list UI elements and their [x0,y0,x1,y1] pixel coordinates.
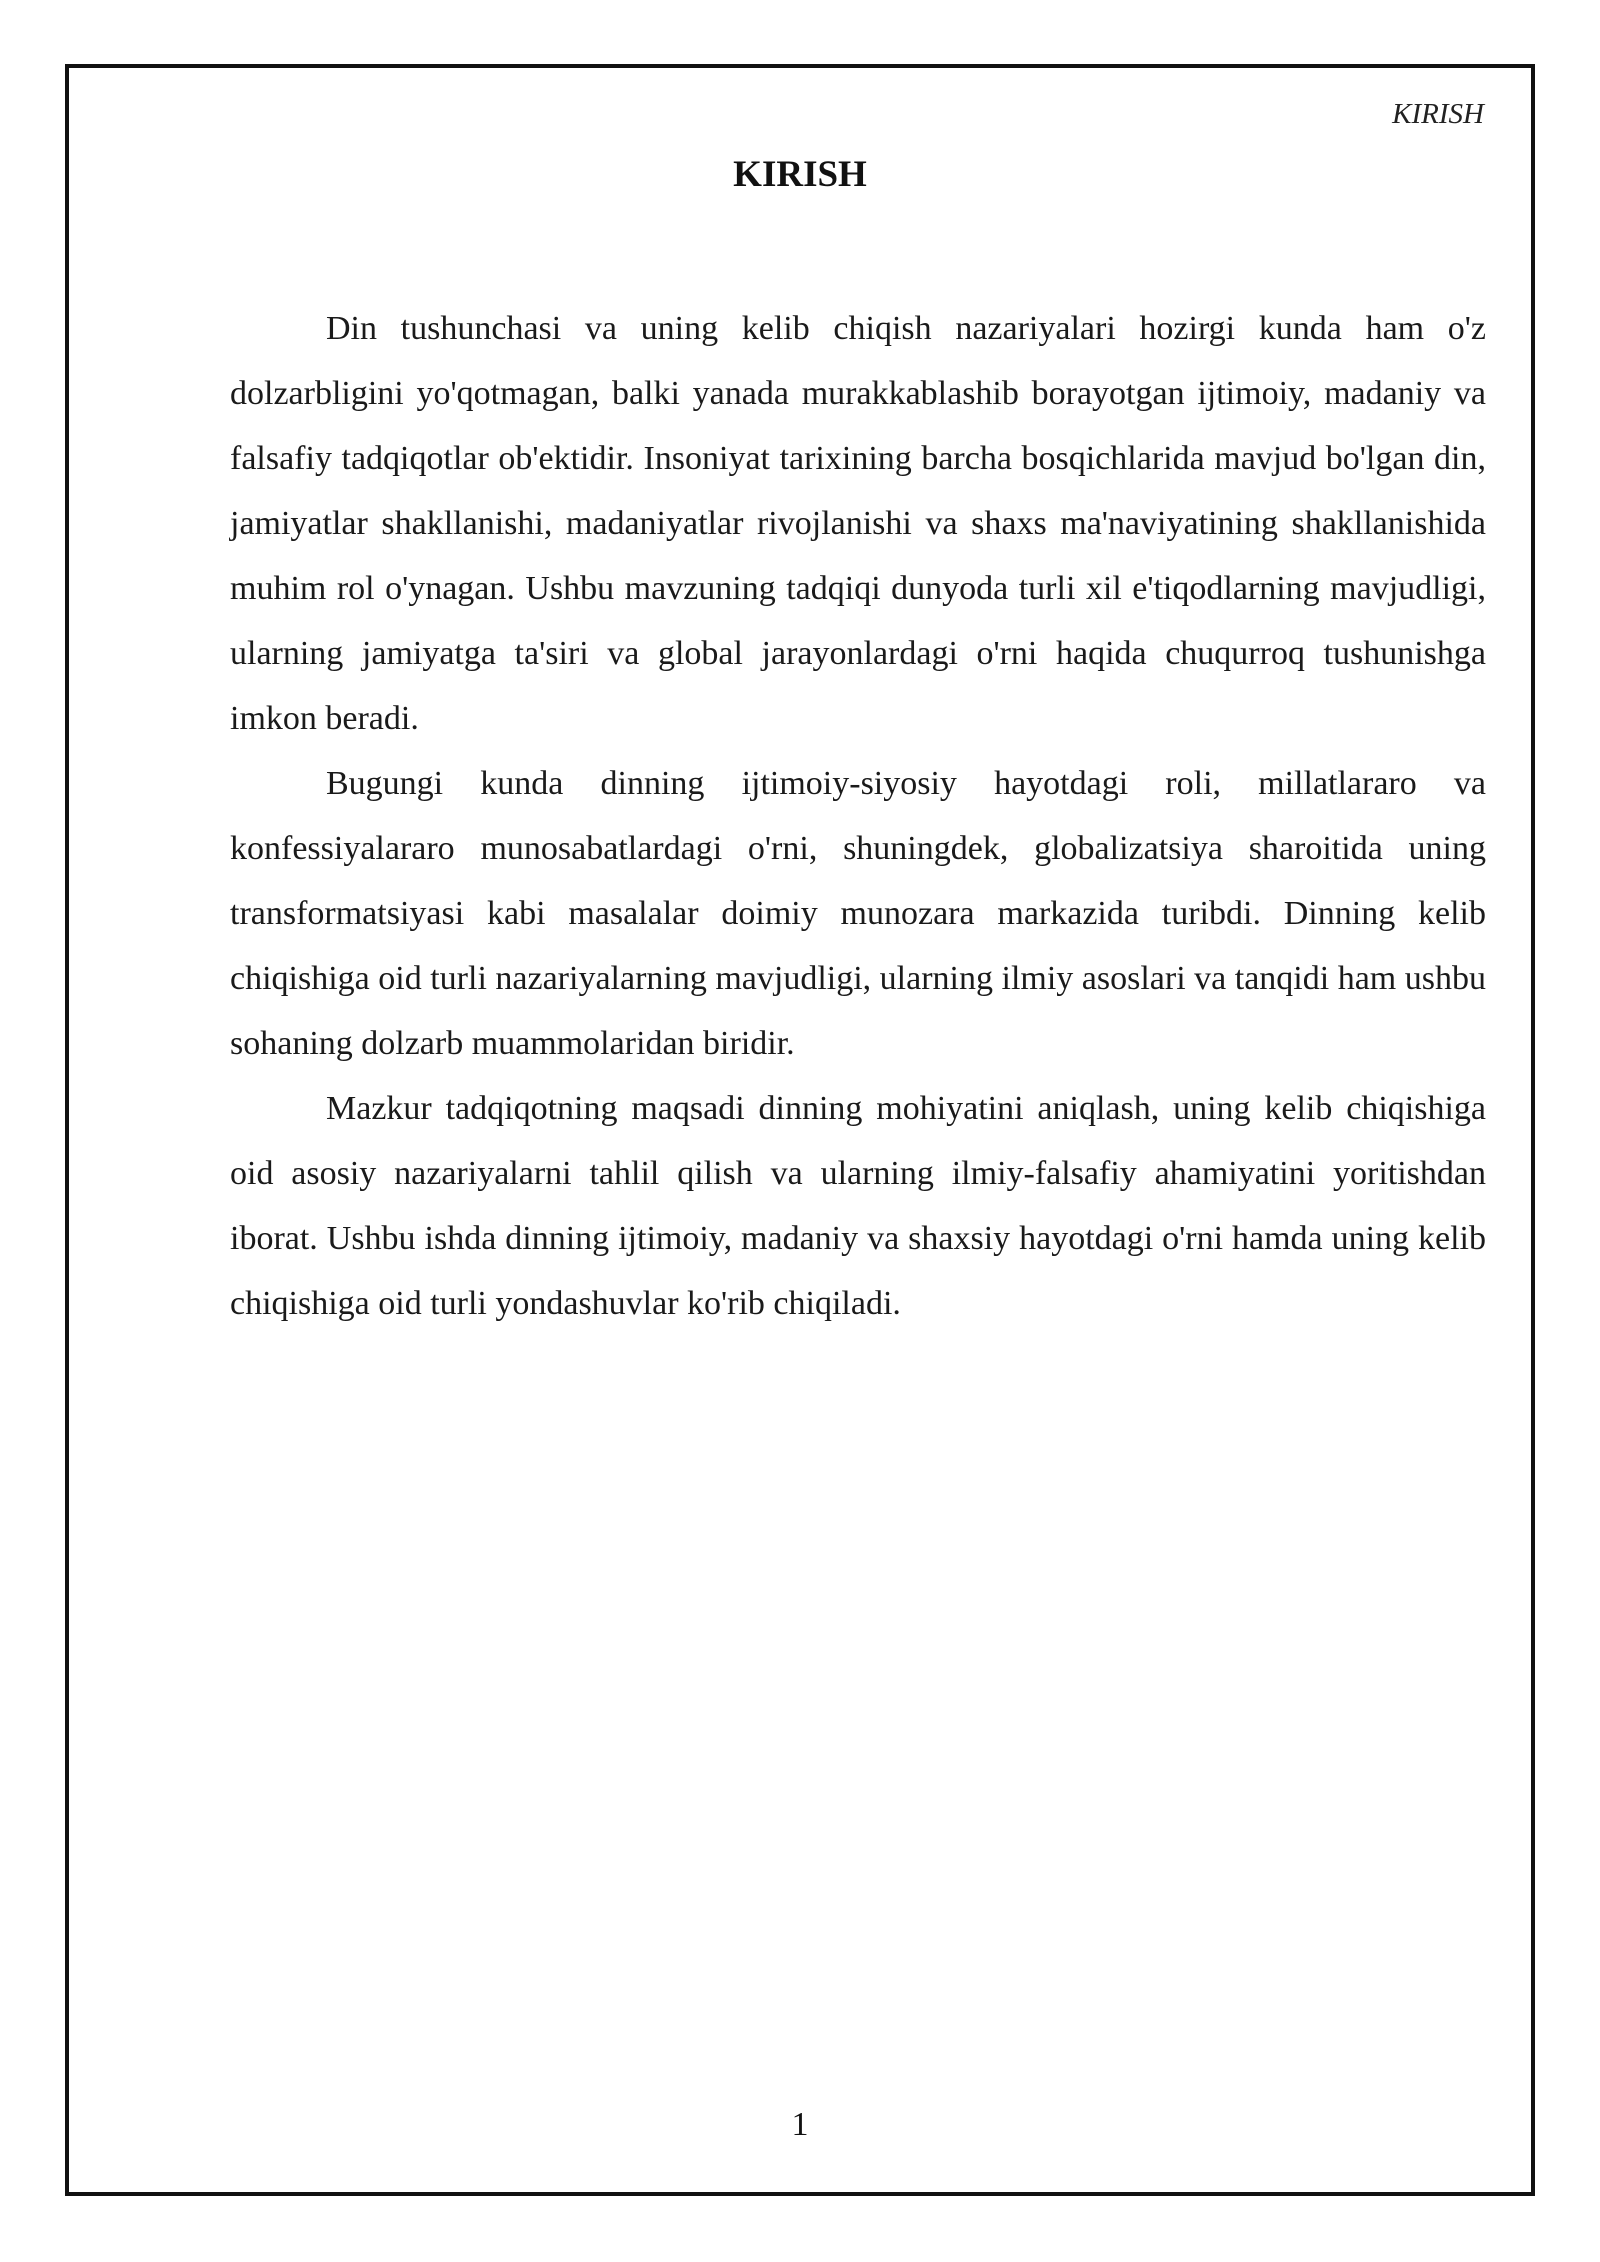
paragraph: Bugungi kunda dinning ijtimoiy-siyosiy hayotdagi roli, millatlararo va konfessiyalararo munosabatlardagi o'rni, shuningdek, globalizatsiya sharoitida uning transformatsiyasi kabi masalalar doimiy munozara markazida turibdi. Dinning kelib chiqishiga oid turli nazariyalarning mavjudligi, ularning ilmiy asoslari va tanqidi ham ushbu sohaning dolzarb muammolaridan biridir. [230,765,1486,1062]
paragraph: Mazkur tadqiqotning maqsadi dinning mohiyatini aniqlash, uning kelib chiqishiga oid asosiy nazariyalarni tahlil qilish va ularning ilmiy-falsafiy ahamiyatini yoritishdan iborat. Ushbu ishda dinning ijtimoiy, madaniy va shaxsiy hayotdagi o'rni hamda uning kelib chiqishiga oid turli yondashuvlar ko'rib chiqiladi. [230,1090,1486,1322]
page-number: 1 [791,2106,809,2143]
body-text [230,296,1486,1336]
running-header: KIRISH [1392,98,1484,130]
page-frame [65,64,1535,2196]
page-title: KIRISH [733,154,867,195]
paragraph: Din tushunchasi va uning kelib chiqish nazariyalari hozirgi kunda ham o'z dolzarbligini yo'qotmagan, balki yanada murakkablashib borayotgan ijtimoiy, madaniy va falsafiy tadqiqotlar ob'ektidir. Insoniyat tarixining barcha bosqichlarida mavjud bo'lgan din, jamiyatlar shakllanishi, madaniyatlar rivojlanishi va shaxs ma'naviyatining shakllanishida muhim rol o'ynagan. Ushbu mavzuning tadqiqi dunyoda turli xil e'tiqodlarning mavjudligi, ularning jamiyatga ta'siri va global jarayonlardagi o'rni haqida chuqurroq tushunishga imkon beradi. [230,310,1486,737]
